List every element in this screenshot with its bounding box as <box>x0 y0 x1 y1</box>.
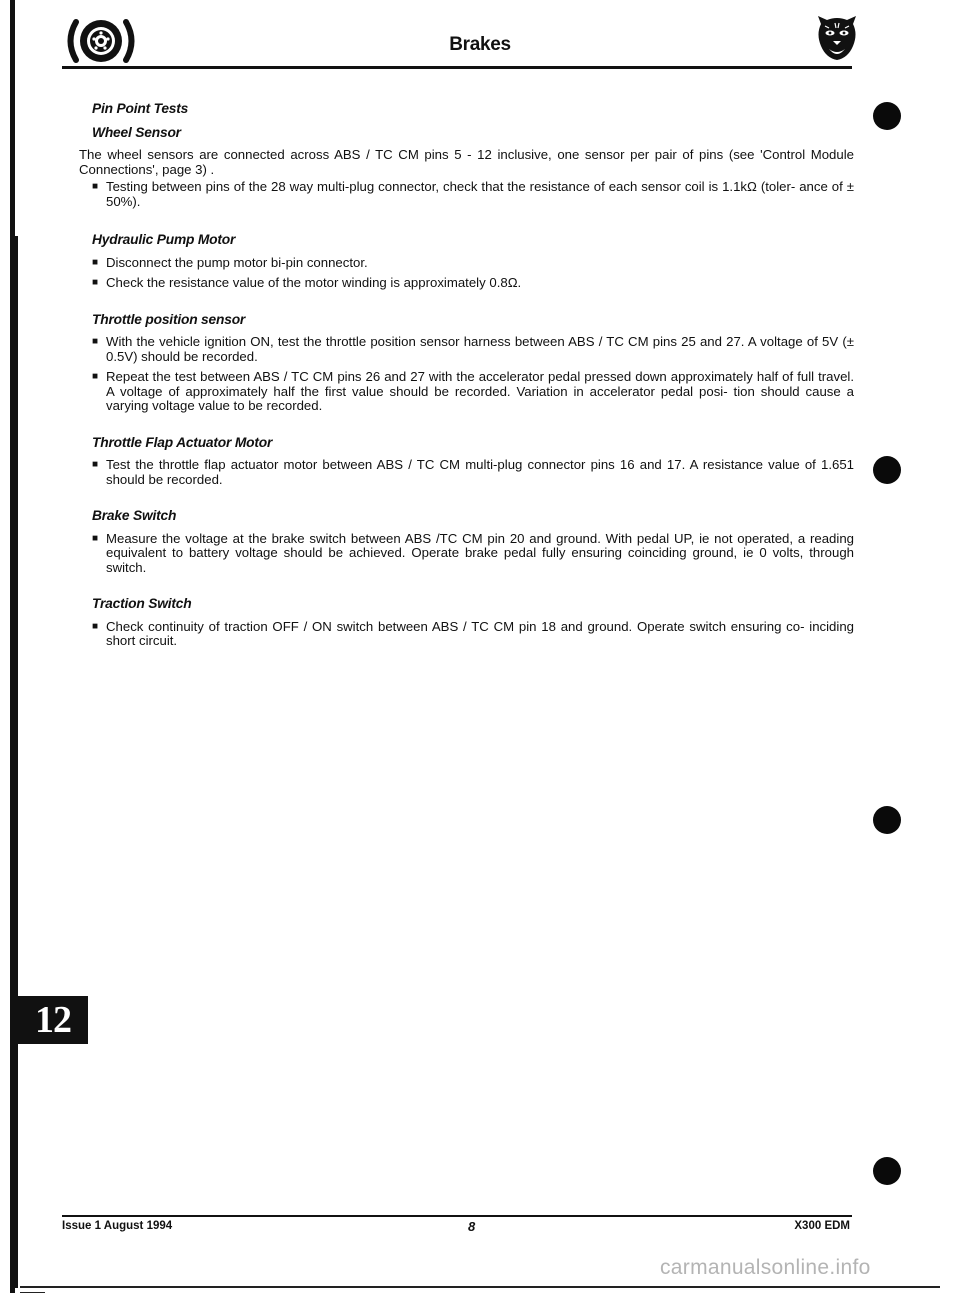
main-heading: Pin Point Tests <box>92 101 189 116</box>
list-item-text: Check continuity of traction OFF / ON switch between ABS / TC CM pin 18 and ground. Operate switch ensuring co- inciding short circuit. <box>106 618 854 648</box>
section-wheel-sensor <box>79 101 854 209</box>
section-throttle-flap-actuator-motor <box>92 436 854 488</box>
list-item <box>92 532 854 576</box>
list-item <box>92 458 854 487</box>
section-brake-switch <box>92 509 854 575</box>
footer-page-number: 8 <box>468 1219 476 1234</box>
section-traction-switch <box>92 597 854 649</box>
list-item <box>92 256 854 271</box>
section-heading: Brake Switch <box>92 508 177 523</box>
list-item-text: With the vehicle ignition ON, test the throttle position sensor harness between ABS / TC CM pins 25 and 27. A voltage of 5V (± 0.5V) should be recorded. <box>106 334 854 364</box>
bullet-icon: ■ <box>92 181 99 192</box>
footer-doc-code: X300 EDM <box>794 1220 850 1232</box>
bullet-icon: ■ <box>92 256 99 268</box>
list-item <box>92 370 854 414</box>
section-heading: Hydraulic Pump Motor <box>92 232 236 247</box>
footer-divider <box>62 1215 852 1217</box>
section-heading: Wheel Sensor <box>92 124 181 140</box>
bullet-icon: ■ <box>92 336 99 347</box>
list-item <box>92 180 854 209</box>
bullet-icon: ■ <box>92 532 99 544</box>
list-item-text: Testing between pins of the 28 way multi-plug connector, check that the resistance of each sensor coil is 1.1kΩ (toler- ance of ± 50%). <box>106 179 854 209</box>
bullet-icon: ■ <box>92 459 99 470</box>
bullet-icon: ■ <box>92 277 99 288</box>
header-divider <box>62 66 852 69</box>
section-heading: Throttle Flap Actuator Motor <box>92 434 273 450</box>
list-item-text: Test the throttle flap actuator motor between ABS / TC CM multi-plug connector pins 16 and 17. A resistance value of 1.651 should be recorded. <box>106 457 854 487</box>
list-item <box>92 620 854 649</box>
bullet-icon: ■ <box>92 620 99 632</box>
list-item <box>92 276 854 291</box>
binding-hole-3 <box>873 806 901 834</box>
footer-issue: Issue 1 August 1994 <box>62 1220 173 1232</box>
section-heading: Traction Switch <box>92 596 192 611</box>
watermark-link[interactable]: carmanualsonline.info <box>660 1256 871 1279</box>
list-item-text: Repeat the test between ABS / TC CM pins 26 and 27 with the accelerator pedal pressed down approximately half of full travel. A voltage of approximately half the first value should be recorded. Variation in accelerator pedal posi- tion should cause a varying voltage value to be recorded. <box>106 369 854 413</box>
section-paragraph: The wheel sensors are connected across ABS / TC CM pins 5 - 12 inclusive, one sensor per pair of pins (see 'Control Module Connections', page 3) . <box>79 147 854 177</box>
section-number-tab: 12 <box>18 996 88 1044</box>
document-body <box>79 101 854 671</box>
list-item-text: Measure the voltage at the brake switch between ABS /TC CM pin 20 and ground. With pedal UP, ie not operated, a reading equivalent to battery voltage should be achieved. Operate brake pedal fully ensuring coinciding ground, ie 0 volts, through switch. <box>106 530 854 575</box>
binding-hole-2 <box>873 456 901 484</box>
list-item-text: Disconnect the pump motor bi-pin connector. <box>106 254 368 270</box>
left-margin-rule-inner <box>15 236 18 1288</box>
list-item <box>92 335 854 364</box>
binding-hole-4 <box>873 1157 901 1185</box>
list-item-text: Check the resistance value of the motor winding is approximately 0.8Ω. <box>106 275 522 290</box>
section-throttle-position-sensor <box>92 313 854 414</box>
page-bottom-rule <box>20 1286 940 1288</box>
bullet-icon: ■ <box>92 371 99 382</box>
section-hydraulic-pump-motor <box>92 233 854 291</box>
section-heading: Throttle position sensor <box>92 311 246 327</box>
binding-hole-1 <box>873 102 901 130</box>
page-title: Brakes <box>449 34 511 55</box>
jaguar-head-logo <box>815 14 859 62</box>
